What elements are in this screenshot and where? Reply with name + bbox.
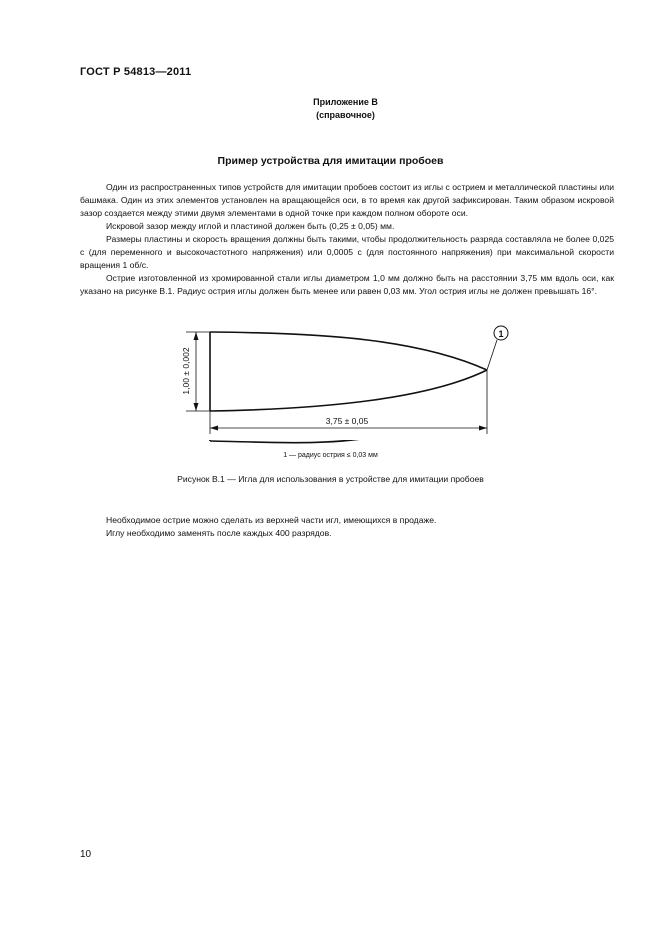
paragraph: Искровой зазор между иглой и пластиной должен быть (0,25 ± 0,05) мм.	[106, 221, 395, 231]
figure-legend: 1 — радиус острия ≤ 0,03 мм	[283, 452, 378, 459]
note-line: Необходимое острие можно сделать из верхней части игл, имеющихся в продаже.	[106, 515, 437, 525]
document-header: ГОСТ Р 54813—2011	[80, 66, 192, 78]
vertical-dimension-label: 1,00 ± 0,002	[181, 347, 191, 395]
appendix-title: Приложение В	[313, 97, 378, 107]
paragraph: Один из распространенных типов устройств для имитации пробоев состоит из иглы с острием и металлической пластины или башмака. Один из этих элементов установлен на вращающейся оси, в то время как другой зафиксирован. Таким образом искровой зазор создается между этими двумя элементами в одной точке при каждом полном обороте оси.	[80, 182, 614, 218]
paragraph: Размеры пластины и скорость вращения должны быть такими, чтобы продолжительность разряда составляла не более 0,025 с (для переменного и высокочастотного напряжения) или 0,0005 с (для постоянного напряжения) при максимальной скорости вращения 1 об/с.	[80, 234, 614, 270]
callout-number: 1	[498, 329, 504, 339]
section-title: Пример устройства для имитации пробоев	[217, 155, 444, 167]
page-number: 10	[80, 849, 92, 860]
appendix-subtitle: (справочное)	[316, 110, 375, 120]
figure-caption: Рисунок В.1 — Игла для использования в устройстве для имитации пробоев	[177, 474, 484, 484]
note-line: Иглу необходимо заменять после каждых 400 разрядов.	[106, 528, 332, 538]
paragraph: Острие изготовленной из хромированной стали иглы диаметром 1,0 мм должно быть на расстоянии 3,75 мм вдоль оси, как указано на рисунке В.1. Радиус острия иглы должен быть менее или равен 0,03 мм. Угол острия иглы не должен превышать 16°.	[80, 273, 614, 296]
notes	[106, 514, 626, 540]
horizontal-dimension-label: 3,75 ± 0,05	[325, 416, 369, 426]
